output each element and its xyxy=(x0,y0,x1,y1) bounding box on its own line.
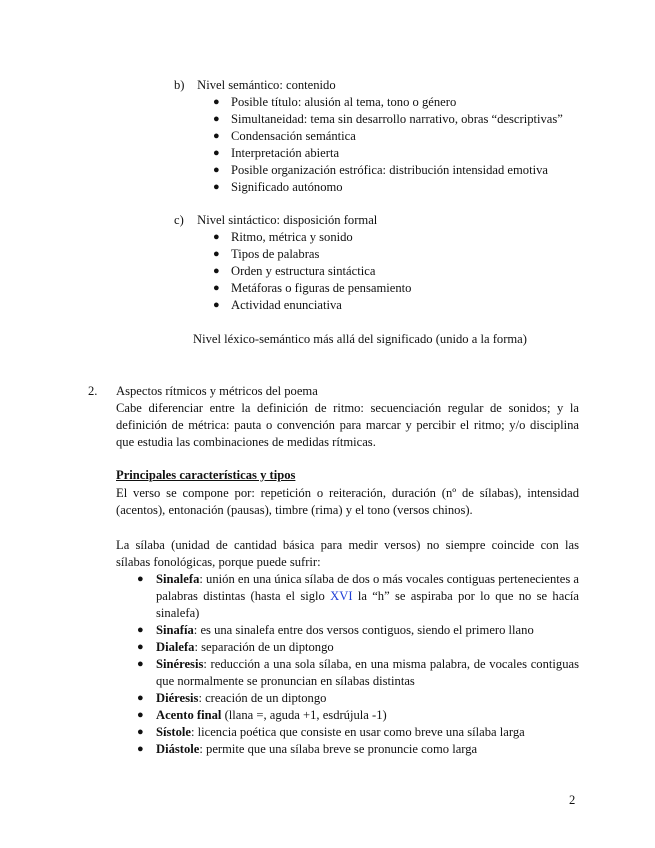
section-c-label: c) xyxy=(174,213,184,227)
list-item: ● Sinafía: es una sinalefa entre dos versos contiguos, siendo el primero llano xyxy=(137,623,534,637)
section-2-intro: Cabe diferenciar entre la definición de ritmo: secuenciación regular de sonidos; y la definición de métrica: pauta o convención para marcar y percibir el ritmo; y/o disciplina que estudia las combinaciones de medidas rítmicas. xyxy=(116,401,579,449)
list-item: ● Orden y estructura sintáctica xyxy=(213,264,376,278)
bullet-icon: ● xyxy=(213,96,220,108)
terms-list xyxy=(137,571,579,758)
term: Sístole xyxy=(156,725,191,739)
bullet-icon: ● xyxy=(213,265,220,277)
bullet-icon: ● xyxy=(213,248,220,260)
list-item: ● Posible organización estrófica: distribución intensidad emotiva xyxy=(213,163,548,177)
section-b-title: Nivel semántico: contenido xyxy=(197,78,336,92)
bullet-icon: ● xyxy=(137,692,144,704)
term: Sinalefa xyxy=(156,572,200,586)
list-item: ● Metáforas o figuras de pensamiento xyxy=(213,281,412,295)
list-item: ● Actividad enunciativa xyxy=(213,298,342,312)
page-number: 2 xyxy=(569,793,576,807)
list-item: ● Sinalefa: unión en una única sílaba de dos o más vocales contiguas pertenecientes a palabras distintas (hasta el siglo XVI la “h” se aspiraba por lo que no se hacía sinalefa) xyxy=(137,572,579,620)
section-c-heading xyxy=(174,212,377,229)
term: Sinafía xyxy=(156,623,194,637)
semantic-note: Nivel léxico-semántico más allá del significado (unido a la forma) xyxy=(193,332,527,346)
bullet-icon: ● xyxy=(137,641,144,653)
bullet-icon: ● xyxy=(137,658,144,670)
term: Diéresis xyxy=(156,691,199,705)
syllable-paragraph: La sílaba (unidad de cantidad básica para medir versos) no siempre coincide con las sílabas fonológicas, porque puede sufrir: xyxy=(116,538,579,569)
verse-paragraph: El verso se compone por: repetición o reiteración, duración (nº de sílabas), intensidad (acentos), entonación (pausas), timbre (rima) y el tono (versos chinos). xyxy=(116,486,579,517)
bullet-icon: ● xyxy=(213,231,220,243)
list-item: ● Condensación semántica xyxy=(213,129,356,143)
list-item: ● Sístole: licencia poética que consiste en usar como breve una sílaba larga xyxy=(137,725,525,739)
section-c-list xyxy=(213,229,412,314)
bullet-icon: ● xyxy=(137,709,144,721)
bullet-icon: ● xyxy=(213,282,220,294)
bullet-icon: ● xyxy=(213,130,220,142)
section-b-label: b) xyxy=(174,78,185,92)
list-item: ● Diéresis: creación de un diptongo xyxy=(137,691,327,705)
bullet-icon: ● xyxy=(137,726,144,738)
section-b-heading xyxy=(174,77,336,94)
bullet-icon: ● xyxy=(137,573,144,585)
term: Sinéresis xyxy=(156,657,204,671)
list-item: ● Simultaneidad: tema sin desarrollo narrativo, obras “descriptivas” xyxy=(213,112,563,126)
term: Diástole xyxy=(156,742,200,756)
list-item: ● Tipos de palabras xyxy=(213,247,320,261)
section-c-title: Nivel sintáctico: disposición formal xyxy=(197,213,378,227)
list-item: ● Posible título: alusión al tema, tono o género xyxy=(213,95,457,109)
section-2-number: 2. xyxy=(88,384,98,398)
bullet-icon: ● xyxy=(213,113,220,125)
term: Dialefa xyxy=(156,640,195,654)
bullet-icon: ● xyxy=(213,181,220,193)
list-item: ● Diástole: permite que una sílaba breve se pronuncie como larga xyxy=(137,742,478,756)
list-item: ● Sinéresis: reducción a una sola sílaba, en una misma palabra, de vocales contiguas que normalmente se pronuncian en sílabas distintas xyxy=(137,657,579,688)
bullet-icon: ● xyxy=(137,624,144,636)
list-item: ● Dialefa: separación de un diptongo xyxy=(137,640,334,654)
bullet-icon: ● xyxy=(213,147,220,159)
list-item: ● Interpretación abierta xyxy=(213,146,340,160)
list-item: ● Acento final (llana =, aguda +1, esdrújula -1) xyxy=(137,708,387,722)
bullet-icon: ● xyxy=(213,299,220,311)
bullet-icon: ● xyxy=(213,164,220,176)
list-item: ● Ritmo, métrica y sonido xyxy=(213,230,353,244)
century-highlight: XVI xyxy=(330,589,353,603)
section-b-list xyxy=(213,94,563,196)
section-2-title: Aspectos rítmicos y métricos del poema xyxy=(116,384,318,398)
list-item: ● Significado autónomo xyxy=(213,180,343,194)
bullet-icon: ● xyxy=(137,743,144,755)
term: Acento final xyxy=(156,708,222,722)
subheading: Principales características y tipos xyxy=(116,468,296,482)
